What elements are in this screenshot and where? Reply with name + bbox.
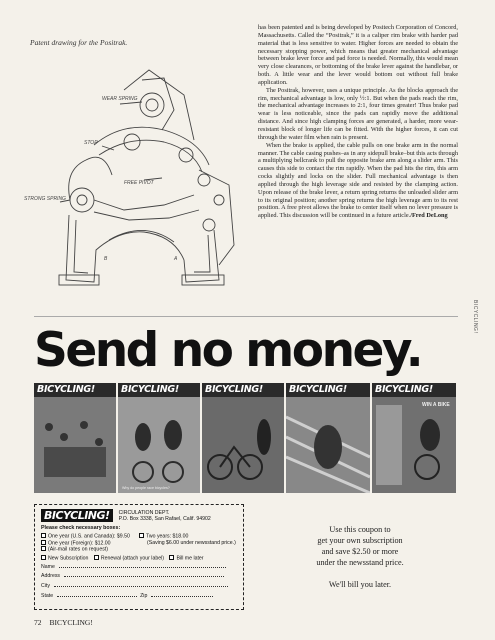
coupon-instructions: Please check necessary boxes:: [41, 525, 121, 531]
footer-magazine-name: BICYCLING!: [49, 618, 93, 627]
address-line[interactable]: [64, 572, 224, 577]
cover-5-tagline: WIN A BIKE: [422, 402, 450, 408]
address-label: Address: [41, 573, 61, 580]
option-air-mail-label: (Air-mail rates on request): [48, 546, 108, 553]
side-running-label: BICYCLING!: [472, 300, 478, 334]
option-one-year-foreign-label: One year (Foreign): $12.00: [48, 540, 111, 547]
label-strong-spring: STRONG SPRING: [24, 196, 66, 202]
address-field[interactable]: [41, 572, 237, 582]
label-b: B: [104, 256, 108, 262]
patent-drawing: [24, 50, 254, 300]
name-label: Name: [41, 563, 55, 570]
option-two-years-note: (Saving $6.00 under newsstand price.): [147, 539, 236, 546]
city-label: City: [41, 583, 50, 590]
city-line[interactable]: [54, 582, 228, 587]
checkbox-new-subscription[interactable]: [41, 555, 46, 560]
bill-me-later-label: Bill me later: [176, 555, 204, 562]
cover-2-tagline: Why do people race bicycles?: [122, 485, 170, 490]
label-stop: STOP: [84, 140, 98, 146]
subscription-coupon: [34, 504, 244, 610]
coupon-header: [41, 509, 237, 522]
cover-4-masthead: BICYCLING!: [286, 383, 370, 397]
state-label: State: [41, 593, 54, 599]
checkbox-two-years[interactable]: [139, 533, 144, 538]
article-byline: /Fred DeLong: [410, 212, 448, 220]
cover-2: [118, 383, 200, 493]
name-field[interactable]: [41, 563, 237, 573]
coupon-dept: CIRCULATION DEPT.: [118, 509, 170, 516]
checkbox-renewal[interactable]: [94, 555, 99, 560]
drawing-caption: Patent drawing for the Positrak.: [30, 38, 128, 47]
option-one-year-us-label: One year (U.S. and Canada): $9.50: [48, 533, 130, 540]
coupon-address-block: [119, 510, 211, 522]
offer-spacer: [270, 568, 450, 579]
coupon-options-right: [139, 533, 237, 553]
ad-headline: Send no money.: [34, 323, 422, 378]
cover-3-photo: [202, 397, 284, 493]
coupon-subscription-type: [41, 555, 237, 563]
offer-line-4: under the newsstand price.: [316, 558, 404, 567]
article-paragraph-2: The Positrak, however, uses a unique principle. As the blocks approach the rim, mechanical advantage is low, only ½:1. But when the pads reach the rim, the mechanical advantage increases to 2:1, four times greater! Thus brake pad wear is less noticeable, since the pads can rapidly move the additional distance. And since high clamping forces are generated, a harder, more wear-resistant block of longer life can be fitted. With the higher forces, it can cut through the water film when rain is present.: [258, 86, 458, 141]
state-line[interactable]: [57, 592, 137, 597]
option-air-mail[interactable]: [41, 546, 139, 553]
offer-line-3: and save $2.50 or more: [321, 547, 399, 556]
cover-4-photo: [286, 397, 370, 493]
checkbox-bill-me-later[interactable]: [169, 555, 174, 560]
cover-2-masthead: BICYCLING!: [118, 383, 200, 397]
article-paragraph-1: has been patented and is being developed by Positech Corporation of Concord, Massachusetts. Called the “Positrak,” it is a caliper rim brake with harder pad material that is less sensitive to water. Higher forces are needed to obtain the necessary stopping power, which means that greater mechanical advantage between brake lever force and pad force is needed. Normally, this would mean very close clearances, or bottoming of the brake lever against the handlebar, or both. A little wear and the lever would bottom out without full brake application.: [258, 24, 458, 86]
article-paragraph-3-text: When the brake is applied, the cable pulls on one brake arm in the normal manner. The cable casing pushes–as in any sidepull brake–but this acts through a multiplying bellcrank to pull the opposite brake arm along a slider arm. This causes this side to contact the rim rapidly. When the pad hits the rim, this arm cocks slightly and locks on the slider. Full mechanical advantage is then applied through the high leverage side and resisted by the clamping action. Upon release of the brake lever, a return spring returns the unloaded slider arm to its original position; another spring returns the high leverage arm to its rest position. A free pivot allows the brake to center itself when no lever pressure is applied. This discussion will be continued in a future article.: [258, 141, 458, 220]
city-field[interactable]: [41, 582, 237, 592]
cover-5: [372, 383, 456, 493]
option-one-year-foreign[interactable]: [41, 540, 139, 547]
page-number: 72: [34, 618, 42, 627]
new-subscription-label: New Subscription: [48, 555, 89, 562]
checkbox-one-year-us[interactable]: [41, 533, 46, 538]
zip-label: Zip: [140, 593, 148, 599]
coupon-address: P.O. Box 3338, San Rafael, Calif. 94902: [118, 515, 211, 522]
coupon-options: [41, 533, 237, 553]
label-a: A: [174, 256, 178, 262]
option-two-years-label: Two years: $18.00: [146, 533, 189, 540]
label-wear-spring: WEAR SPRING: [102, 96, 138, 102]
label-free-pivot: FREE PIVOT: [124, 180, 154, 186]
name-line[interactable]: [59, 563, 226, 568]
offer-text: [270, 524, 450, 590]
coupon-options-left: [41, 533, 139, 553]
cover-2-photo: [118, 397, 200, 493]
coupon-logo: BICYCLING!: [41, 509, 113, 522]
article-text: [258, 24, 458, 220]
cover-1: [34, 383, 116, 493]
zip-line[interactable]: [151, 592, 213, 597]
cover-1-masthead: BICYCLING!: [34, 383, 116, 397]
cover-3-masthead: BICYCLING!: [202, 383, 284, 397]
checkbox-air-mail[interactable]: [41, 546, 46, 551]
cover-4: [286, 383, 370, 493]
article-paragraph-3: [258, 142, 458, 220]
offer-line-1: Use this coupon to: [329, 525, 391, 534]
checkbox-one-year-foreign[interactable]: [41, 540, 46, 545]
page-footer: [34, 618, 93, 627]
renewal-label: Renewal (attach your label): [100, 555, 164, 562]
option-one-year-us[interactable]: [41, 533, 139, 540]
cover-1-photo: [34, 397, 116, 493]
offer-line-5: We'll bill you later.: [328, 580, 392, 589]
cover-3: [202, 383, 284, 493]
state-zip-field[interactable]: [41, 592, 237, 602]
section-divider: [34, 316, 458, 317]
cover-5-photo: [372, 397, 456, 493]
cover-5-masthead: BICYCLING!: [372, 383, 456, 397]
offer-line-2: get your own subscription: [317, 536, 403, 545]
magazine-covers: [34, 383, 456, 493]
option-two-years[interactable]: [139, 533, 237, 540]
